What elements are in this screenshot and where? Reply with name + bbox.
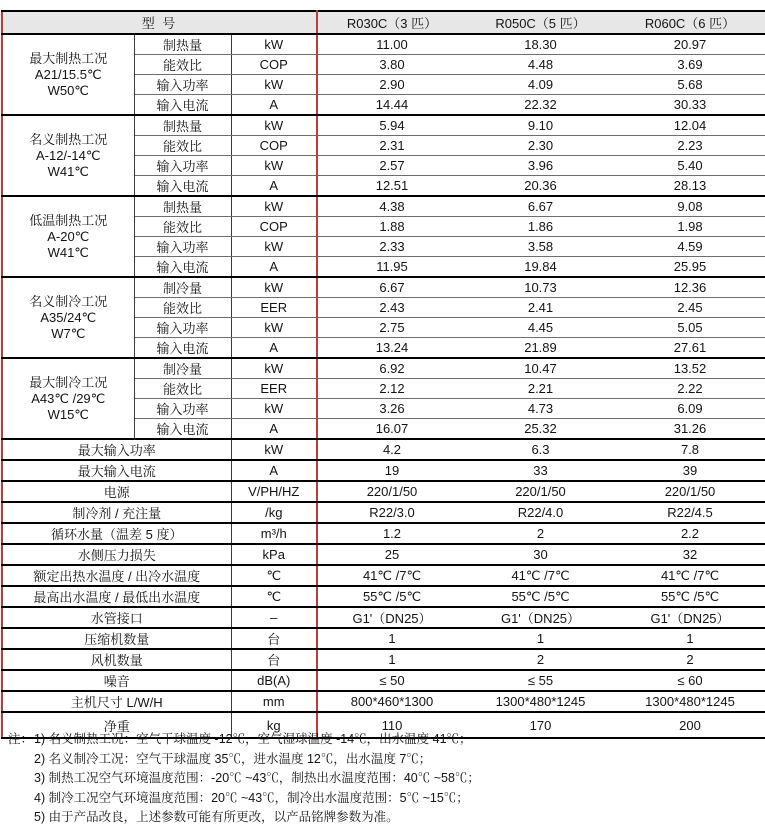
unit-cell: ℃ <box>231 565 317 586</box>
value-cell: 20.36 <box>466 176 615 197</box>
param-name: 能效比 <box>134 217 231 237</box>
value-cell: 25 <box>317 544 466 565</box>
condition-line: 名义制热工况 <box>29 131 108 147</box>
value-cell: 2 <box>466 649 615 670</box>
condition-line: 最大制热工况 <box>29 50 108 66</box>
value-cell: 170 <box>466 712 615 738</box>
value-cell: 4.48 <box>466 55 615 75</box>
condition-line: W41℃ <box>47 244 89 260</box>
unit-cell: kW <box>231 439 317 460</box>
value-cell: 5.05 <box>615 318 765 338</box>
unit-cell: kW <box>231 277 317 298</box>
spec-table <box>1 10 765 739</box>
unit-cell: kW <box>231 358 317 379</box>
spec-row <box>2 565 765 586</box>
unit-cell: V/PH/HZ <box>231 481 317 502</box>
value-cell: 9.08 <box>615 196 765 217</box>
unit-cell: COP <box>231 55 317 75</box>
value-cell: 800*460*1300 <box>317 691 466 712</box>
value-cell: 19.84 <box>466 257 615 278</box>
unit-cell: kW <box>231 75 317 95</box>
value-cell: ≤ 50 <box>317 670 466 691</box>
unit-cell: – <box>231 607 317 628</box>
value-cell: 2.30 <box>466 136 615 156</box>
unit-cell: EER <box>231 298 317 318</box>
value-cell: 2.43 <box>317 298 466 318</box>
param-name: 制热量 <box>134 196 231 217</box>
value-cell: 2.33 <box>317 237 466 257</box>
value-cell: 39 <box>615 460 765 481</box>
condition-line: W15℃ <box>47 406 89 422</box>
condition-line: A-12/-14℃ <box>36 147 101 163</box>
spec-row <box>2 481 765 502</box>
model-name-r060c: R060C（6 匹） <box>615 11 765 34</box>
value-cell: 10.47 <box>466 358 615 379</box>
param-name: 能效比 <box>134 136 231 156</box>
condition-line: W50℃ <box>47 82 89 98</box>
value-cell: R22/4.5 <box>615 502 765 523</box>
value-cell: G1'（DN25） <box>317 607 466 628</box>
value-cell: 1 <box>317 649 466 670</box>
value-cell: 33 <box>466 460 615 481</box>
unit-cell: ℃ <box>231 586 317 607</box>
value-cell: 6.09 <box>615 399 765 419</box>
unit-cell: COP <box>231 217 317 237</box>
value-cell: 220/1/50 <box>317 481 466 502</box>
condition-line: A21/15.5℃ <box>34 66 102 82</box>
value-cell: 12.04 <box>615 115 765 136</box>
value-cell: 1.98 <box>615 217 765 237</box>
value-cell: 7.8 <box>615 439 765 460</box>
value-cell: 1300*480*1245 <box>615 691 765 712</box>
group-condition <box>2 34 134 115</box>
value-cell: 55℃ /5℃ <box>615 586 765 607</box>
value-cell: 3.96 <box>466 156 615 176</box>
value-cell: 2 <box>466 523 615 544</box>
notes-prefix: 注： <box>8 732 34 746</box>
value-cell: 13.52 <box>615 358 765 379</box>
value-cell: R22/4.0 <box>466 502 615 523</box>
unit-cell: A <box>231 176 317 197</box>
value-cell: 2.45 <box>615 298 765 318</box>
value-cell: 6.67 <box>466 196 615 217</box>
value-cell: ≤ 55 <box>466 670 615 691</box>
model-name-r050c: R050C（5 匹） <box>466 11 615 34</box>
param-name: 输入功率 <box>134 156 231 176</box>
note-line <box>8 730 480 750</box>
param-name: 输入功率 <box>134 318 231 338</box>
param-name: 能效比 <box>134 55 231 75</box>
unit-cell: kW <box>231 115 317 136</box>
value-cell: 14.44 <box>317 95 466 116</box>
model-name-r030c: R030C（3 匹） <box>317 11 466 34</box>
spec-row <box>2 607 765 628</box>
value-cell: 1 <box>317 628 466 649</box>
value-cell: G1'（DN25） <box>615 607 765 628</box>
spec-row <box>2 460 765 481</box>
param-name: 电源 <box>2 481 231 502</box>
value-cell: 28.13 <box>615 176 765 197</box>
model-column-label: 型 号 <box>2 11 317 34</box>
value-cell: 20.97 <box>615 34 765 55</box>
unit-cell: mm <box>231 691 317 712</box>
value-cell: 2.23 <box>615 136 765 156</box>
condition-line: W41℃ <box>47 163 89 179</box>
value-cell: 41℃ /7℃ <box>466 565 615 586</box>
value-cell: 1.2 <box>317 523 466 544</box>
value-cell: 41℃ /7℃ <box>317 565 466 586</box>
spec-row <box>2 439 765 460</box>
group-condition <box>2 277 134 358</box>
unit-cell: A <box>231 338 317 359</box>
value-cell: 11.95 <box>317 257 466 278</box>
value-cell: 2.31 <box>317 136 466 156</box>
param-name: 输入功率 <box>134 399 231 419</box>
unit-cell: A <box>231 95 317 116</box>
value-cell: 200 <box>615 712 765 738</box>
spec-table-body <box>2 34 765 738</box>
param-name: 制冷剂 / 充注量 <box>2 502 231 523</box>
value-cell: 4.38 <box>317 196 466 217</box>
note-text: 2) 名义制冷工况：空气干球温度 35℃，进水温度 12℃，出水温度 7℃； <box>34 751 432 766</box>
unit-cell: dB(A) <box>231 670 317 691</box>
value-cell: 9.10 <box>466 115 615 136</box>
unit-cell: COP <box>231 136 317 156</box>
note-text: 5) 由于产品改良，上述参数可能有所更改，以产品铭牌参数为准。 <box>34 810 399 824</box>
condition-line: A43℃ /29℃ <box>31 390 106 406</box>
spec-row <box>2 544 765 565</box>
condition-line: A35/24℃ <box>40 309 97 325</box>
value-cell: 55℃ /5℃ <box>466 586 615 607</box>
unit-cell: A <box>231 419 317 440</box>
value-cell: 220/1/50 <box>466 481 615 502</box>
unit-cell: kW <box>231 318 317 338</box>
value-cell: 6.3 <box>466 439 615 460</box>
value-cell: 5.40 <box>615 156 765 176</box>
param-name: 制冷量 <box>134 358 231 379</box>
value-cell: 32 <box>615 544 765 565</box>
group-condition <box>2 115 134 196</box>
spec-row <box>2 649 765 670</box>
spec-row <box>2 277 765 298</box>
value-cell: 4.45 <box>466 318 615 338</box>
value-cell: 220/1/50 <box>615 481 765 502</box>
value-cell: 10.73 <box>466 277 615 298</box>
value-cell: 2.57 <box>317 156 466 176</box>
value-cell: 3.69 <box>615 55 765 75</box>
unit-cell: 台 <box>231 628 317 649</box>
unit-cell: kPa <box>231 544 317 565</box>
param-name: 水侧压力损失 <box>2 544 231 565</box>
value-cell: 11.00 <box>317 34 466 55</box>
value-cell: 25.32 <box>466 419 615 440</box>
unit-cell: kW <box>231 156 317 176</box>
value-cell: 2.2 <box>615 523 765 544</box>
note-line <box>34 808 480 828</box>
value-cell: 3.26 <box>317 399 466 419</box>
value-cell: 2.22 <box>615 379 765 399</box>
param-name: 能效比 <box>134 298 231 318</box>
spec-row <box>2 586 765 607</box>
unit-cell: kW <box>231 237 317 257</box>
spec-row <box>2 670 765 691</box>
param-name: 噪音 <box>2 670 231 691</box>
spec-row <box>2 115 765 136</box>
value-cell: 4.73 <box>466 399 615 419</box>
value-cell: 1300*480*1245 <box>466 691 615 712</box>
value-cell: 21.89 <box>466 338 615 359</box>
value-cell: 30.33 <box>615 95 765 116</box>
value-cell: 41℃ /7℃ <box>615 565 765 586</box>
value-cell: 2.75 <box>317 318 466 338</box>
value-cell: 1.88 <box>317 217 466 237</box>
condition-line: 最大制冷工况 <box>29 374 108 390</box>
param-name: 输入功率 <box>134 237 231 257</box>
value-cell: R22/3.0 <box>317 502 466 523</box>
note-line <box>34 789 480 809</box>
value-cell: 22.32 <box>466 95 615 116</box>
value-cell: 4.09 <box>466 75 615 95</box>
value-cell: 2.41 <box>466 298 615 318</box>
value-cell: 16.07 <box>317 419 466 440</box>
param-name: 制热量 <box>134 115 231 136</box>
value-cell: 18.30 <box>466 34 615 55</box>
value-cell: 5.68 <box>615 75 765 95</box>
value-cell: 3.58 <box>466 237 615 257</box>
unit-cell: A <box>231 460 317 481</box>
value-cell: 12.36 <box>615 277 765 298</box>
param-name: 输入功率 <box>134 75 231 95</box>
param-name: 输入电流 <box>134 338 231 359</box>
value-cell: 2.90 <box>317 75 466 95</box>
param-name: 输入电流 <box>134 257 231 278</box>
param-name: 净重 <box>2 712 231 738</box>
spec-row <box>2 523 765 544</box>
value-cell: 31.26 <box>615 419 765 440</box>
param-name: 风机数量 <box>2 649 231 670</box>
condition-line: 低温制热工况 <box>29 212 108 228</box>
spec-row <box>2 196 765 217</box>
unit-cell: kW <box>231 196 317 217</box>
value-cell: 2.12 <box>317 379 466 399</box>
param-name: 循环水量（温差 5 度） <box>2 523 231 544</box>
condition-line: W7℃ <box>51 325 86 341</box>
param-name: 输入电流 <box>134 419 231 440</box>
spec-row <box>2 691 765 712</box>
table-header-row <box>2 11 765 34</box>
value-cell: 13.24 <box>317 338 466 359</box>
spec-row <box>2 34 765 55</box>
value-cell: 110 <box>317 712 466 738</box>
value-cell: 1 <box>615 628 765 649</box>
param-name: 能效比 <box>134 379 231 399</box>
value-cell: 2 <box>615 649 765 670</box>
value-cell: 25.95 <box>615 257 765 278</box>
param-name: 最高出水温度 / 最低出水温度 <box>2 586 231 607</box>
param-name: 最大输入电流 <box>2 460 231 481</box>
value-cell: 1 <box>466 628 615 649</box>
param-name: 制热量 <box>134 34 231 55</box>
unit-cell: kW <box>231 399 317 419</box>
param-name: 水管接口 <box>2 607 231 628</box>
value-cell: 5.94 <box>317 115 466 136</box>
note-text: 3) 制热工况空气环境温度范围：-20℃ ~43℃，制热出水温度范围：40℃ ~58℃； <box>34 771 480 785</box>
value-cell: 55℃ /5℃ <box>317 586 466 607</box>
condition-line: A-20℃ <box>47 228 90 244</box>
spec-row <box>2 502 765 523</box>
unit-cell: EER <box>231 379 317 399</box>
spec-row <box>2 358 765 379</box>
value-cell: ≤ 60 <box>615 670 765 691</box>
note-line <box>34 750 480 770</box>
unit-cell: /kg <box>231 502 317 523</box>
value-cell: 30 <box>466 544 615 565</box>
param-name: 额定出热水温度 / 出冷水温度 <box>2 565 231 586</box>
unit-cell: kW <box>231 34 317 55</box>
unit-cell: m³/h <box>231 523 317 544</box>
param-name: 制冷量 <box>134 277 231 298</box>
param-name: 输入电流 <box>134 176 231 197</box>
unit-cell: A <box>231 257 317 278</box>
param-name: 最大输入功率 <box>2 439 231 460</box>
unit-cell: 台 <box>231 649 317 670</box>
value-cell: 2.21 <box>466 379 615 399</box>
value-cell: 19 <box>317 460 466 481</box>
value-cell: 1.86 <box>466 217 615 237</box>
value-cell: G1'（DN25） <box>466 607 615 628</box>
param-name: 压缩机数量 <box>2 628 231 649</box>
note-text: 1) 名义制热工况：空气干球温度 -12℃，空气湿球温度 -14℃，出水温度 41℃； <box>34 732 472 746</box>
group-condition <box>2 358 134 439</box>
condition-line: 名义制冷工况 <box>29 293 108 309</box>
unit-cell: kg <box>231 712 317 738</box>
param-name: 主机尺寸 L/W/H <box>2 691 231 712</box>
value-cell: 3.80 <box>317 55 466 75</box>
notes <box>8 730 480 828</box>
note-line <box>34 769 480 789</box>
value-cell: 4.59 <box>615 237 765 257</box>
note-text: 4) 制冷工况空气环境温度范围：20℃ ~43℃，制冷出水温度范围：5℃ ~15℃； <box>34 790 469 805</box>
value-cell: 12.51 <box>317 176 466 197</box>
value-cell: 6.67 <box>317 277 466 298</box>
spec-row <box>2 628 765 649</box>
value-cell: 4.2 <box>317 439 466 460</box>
value-cell: 27.61 <box>615 338 765 359</box>
value-cell: 6.92 <box>317 358 466 379</box>
param-name: 输入电流 <box>134 95 231 116</box>
group-condition <box>2 196 134 277</box>
